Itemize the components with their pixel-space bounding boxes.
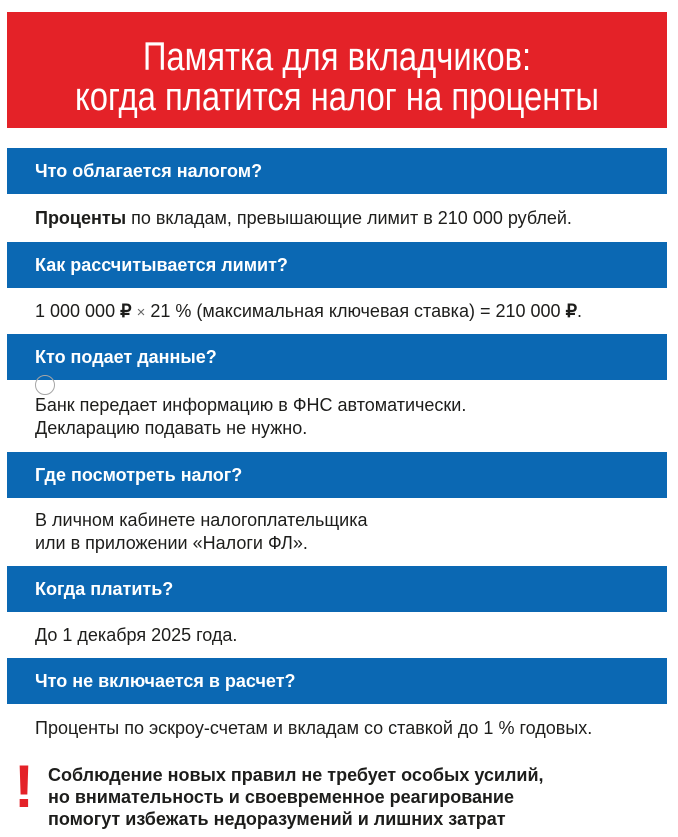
title-line-1: Памятка для вкладчиков: [142,35,532,79]
formula-rate: 21 % [150,301,192,321]
section-body-taxable [35,207,572,230]
section-header-when-to-pay [7,566,667,612]
multiply-sign: × [136,304,146,321]
section-heading: Что не включается в расчет? [35,671,296,691]
ruble-sign: ₽ [565,301,578,321]
closing-note [48,764,544,830]
section-header-where-to-see [7,452,667,498]
section-body-exclusions [35,717,592,740]
note-line: помогут избежать недоразумений и лишних затрат [48,809,506,829]
body-line: или в приложении «Налоги ФЛ». [35,533,308,553]
section-header-exclusions [7,658,667,704]
ruble-sign: ₽ [120,301,132,321]
body-line: До 1 декабря 2025 года. [35,625,238,645]
body-line: Банк передает информацию в ФНС автоматически. [35,395,467,415]
body-lead-bold: Проценты [35,208,127,228]
equals-sign: = [479,301,491,321]
section-heading: Кто подает данные? [35,347,217,367]
title-line-2: когда платится налог на проценты [75,75,599,119]
section-header-taxable [7,148,667,194]
formula-end: . [577,301,583,321]
body-line: В личном кабинете налогоплательщика [35,510,368,530]
section-heading: Как рассчитывается лимит? [35,255,288,275]
note-line: но внимательность и своевременное реагирование [48,787,514,807]
cursor-ring-icon [35,375,55,395]
section-body-limit-formula [35,300,582,324]
title-banner [7,12,667,128]
note-line: Соблюдение новых правил не требует особых усилий, [48,765,544,785]
section-heading: Когда платить? [35,579,174,599]
formula-note: (максимальная ключевая ставка) [196,301,475,321]
section-body-where-to-see [35,509,368,555]
body-line: Проценты по эскроу-счетам и вкладам со ставкой до 1 % годовых. [35,718,593,738]
body-text: по вкладам, превышающие лимит в 210 000 рублей. [131,208,572,228]
section-header-limit [7,242,667,288]
section-body-when-to-pay [35,624,237,647]
body-line: Декларацию подавать не нужно. [35,418,308,438]
section-heading: Что облагается налогом? [35,161,263,181]
exclamation-icon: ! [14,753,34,820]
formula-amount: 1 000 000 [35,301,116,321]
section-heading: Где посмотреть налог? [35,465,243,485]
section-body-data-submission [35,394,466,440]
section-header-data-submission [7,334,667,380]
formula-result: 210 000 [495,301,561,321]
